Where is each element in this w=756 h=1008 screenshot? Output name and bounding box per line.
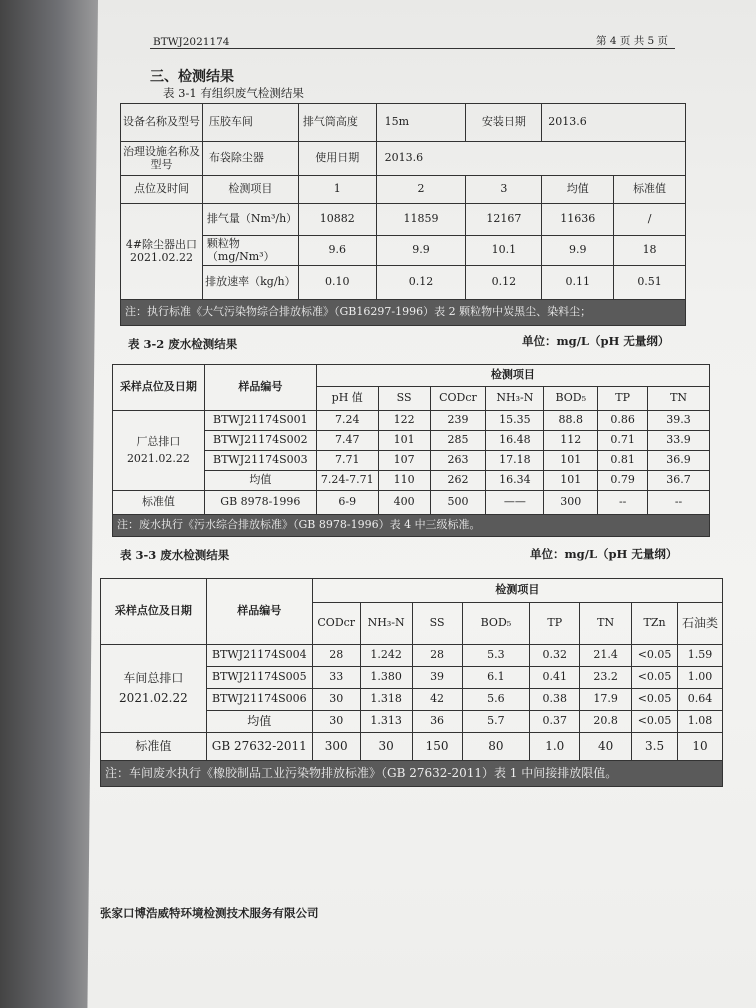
table-cell: 7.24 bbox=[316, 411, 378, 431]
table-note-row bbox=[101, 761, 723, 787]
table-cell: 治理设施名称及型号 bbox=[121, 142, 203, 176]
table-cell: 5.3 bbox=[462, 645, 530, 667]
table-3-1-caption: 表 3-1 有组织废气检测结果 bbox=[163, 86, 304, 100]
table-3-2 bbox=[112, 364, 710, 537]
table-cell: 101 bbox=[378, 431, 430, 451]
sampling-date: 2021.02.22 bbox=[126, 451, 190, 465]
table-cell: 1.0 bbox=[530, 733, 580, 761]
table-cell: 262 bbox=[430, 471, 486, 491]
table-cell: 7.71 bbox=[316, 451, 378, 471]
table-cell: 239 bbox=[430, 411, 486, 431]
point-and-date bbox=[121, 204, 203, 300]
header-point: 采样点位及日期 bbox=[113, 365, 205, 411]
table-note: 注：车间废水执行《橡胶制品工业污染物排放标准》（GB 27632-2011）表 1 中间接排放限值。 bbox=[101, 761, 723, 787]
table-note-row bbox=[121, 300, 686, 326]
table-cell: 33 bbox=[312, 667, 360, 689]
table-cell: 9.6 bbox=[298, 236, 376, 266]
table-cell: 设备名称及型号 bbox=[121, 104, 203, 142]
table-cell: 2 bbox=[376, 176, 466, 204]
table-cell: 检测项目 bbox=[202, 176, 298, 204]
table-cell: 1.380 bbox=[360, 667, 412, 689]
table-cell: -- bbox=[598, 491, 648, 515]
table-cell: 0.71 bbox=[598, 431, 648, 451]
table-note-row bbox=[113, 515, 710, 537]
table-cell: 39 bbox=[412, 667, 462, 689]
table-cell: 16.34 bbox=[486, 471, 544, 491]
table-cell: 30 bbox=[360, 733, 412, 761]
point-and-date bbox=[101, 645, 207, 733]
table-cell: 7.47 bbox=[316, 431, 378, 451]
column-header: BOD₅ bbox=[462, 603, 530, 645]
table-row bbox=[121, 176, 686, 204]
table-cell: —— bbox=[486, 491, 544, 515]
table-cell: 1.08 bbox=[678, 711, 723, 733]
column-header: NH₃-N bbox=[360, 603, 412, 645]
table-cell: 36.9 bbox=[648, 451, 710, 471]
table-cell: 使用日期 bbox=[298, 142, 376, 176]
table-cell: 88.8 bbox=[544, 411, 598, 431]
report-number: BTWJ2021174 bbox=[153, 36, 230, 48]
table-cell: 标准值 bbox=[113, 491, 205, 515]
table-cell: 10882 bbox=[298, 204, 376, 236]
table-cell: 2013.6 bbox=[376, 142, 685, 176]
table-cell: 1 bbox=[298, 176, 376, 204]
table-cell: 110 bbox=[378, 471, 430, 491]
table-cell: BTWJ21174S003 bbox=[204, 451, 316, 471]
table-row bbox=[121, 204, 686, 236]
table-cell: 112 bbox=[544, 431, 598, 451]
table-cell: 20.8 bbox=[580, 711, 632, 733]
table-cell: 500 bbox=[430, 491, 486, 515]
sampling-point: 4#除尘器出口 bbox=[125, 237, 198, 251]
column-header: TP bbox=[530, 603, 580, 645]
column-header: CODcr bbox=[430, 387, 486, 411]
column-header: BOD₅ bbox=[544, 387, 598, 411]
table-cell: 3.5 bbox=[632, 733, 678, 761]
table-row bbox=[113, 411, 710, 431]
table-cell: <0.05 bbox=[632, 645, 678, 667]
table-cell: 150 bbox=[412, 733, 462, 761]
table-cell: 2013.6 bbox=[542, 104, 686, 142]
table-cell: 15.35 bbox=[486, 411, 544, 431]
table-cell: 标准值 bbox=[101, 733, 207, 761]
table-cell: 0.38 bbox=[530, 689, 580, 711]
table-cell: 3 bbox=[466, 176, 542, 204]
column-header: pH 值 bbox=[316, 387, 378, 411]
sampling-date: 2021.02.22 bbox=[129, 250, 193, 264]
table-cell: GB 8978-1996 bbox=[204, 491, 316, 515]
table-cell: 30 bbox=[312, 689, 360, 711]
table-cell: 122 bbox=[378, 411, 430, 431]
table-cell: 均值 bbox=[204, 471, 316, 491]
table-cell: 10.1 bbox=[466, 236, 542, 266]
table-cell: 0.81 bbox=[598, 451, 648, 471]
table-3-2-caption: 表 3-2 废水检测结果 bbox=[128, 337, 238, 351]
table-3-2-unit: 单位：mg/L（pH 无量纲） bbox=[522, 334, 670, 348]
column-header: CODcr bbox=[312, 603, 360, 645]
sampling-point: 车间总排口 bbox=[123, 670, 184, 685]
sampling-point: 厂总排口 bbox=[136, 434, 181, 448]
table-cell: -- bbox=[648, 491, 710, 515]
table-cell: <0.05 bbox=[632, 711, 678, 733]
column-header: TN bbox=[648, 387, 710, 411]
table-cell: 0.32 bbox=[530, 645, 580, 667]
table-row bbox=[121, 236, 686, 266]
table-cell: 布袋除尘器 bbox=[202, 142, 298, 176]
table-3-3-unit: 单位：mg/L（pH 无量纲） bbox=[530, 547, 678, 561]
column-header: SS bbox=[378, 387, 430, 411]
table-cell: <0.05 bbox=[632, 689, 678, 711]
table-cell: 40 bbox=[580, 733, 632, 761]
header-sample: 样品编号 bbox=[206, 579, 312, 645]
table-row bbox=[101, 579, 723, 603]
section-title: 三、检测结果 bbox=[150, 69, 234, 85]
table-cell: 1.59 bbox=[678, 645, 723, 667]
table-cell: 300 bbox=[544, 491, 598, 515]
table-cell: 0.41 bbox=[530, 667, 580, 689]
column-header: SS bbox=[412, 603, 462, 645]
table-cell: BTWJ21174S005 bbox=[206, 667, 312, 689]
table-cell: 6.1 bbox=[462, 667, 530, 689]
table-3-3-caption: 表 3-3 废水检测结果 bbox=[120, 548, 230, 562]
table-cell: 42 bbox=[412, 689, 462, 711]
table-row bbox=[121, 142, 686, 176]
table-cell: 0.12 bbox=[376, 266, 466, 300]
table-cell: 颗粒物（mg/Nm³） bbox=[202, 236, 298, 266]
table-cell: 36 bbox=[412, 711, 462, 733]
table-cell: 80 bbox=[462, 733, 530, 761]
table-cell: 排气量（Nm³/h） bbox=[202, 204, 298, 236]
table-cell: 0.12 bbox=[466, 266, 542, 300]
table-cell: 285 bbox=[430, 431, 486, 451]
table-cell: 0.51 bbox=[614, 266, 686, 300]
table-row bbox=[101, 645, 723, 667]
column-header: TN bbox=[580, 603, 632, 645]
table-cell: 0.37 bbox=[530, 711, 580, 733]
table-row bbox=[113, 365, 710, 387]
table-cell: 0.64 bbox=[678, 689, 723, 711]
table-cell: 压胶车间 bbox=[202, 104, 298, 142]
table-cell: BTWJ21174S006 bbox=[206, 689, 312, 711]
table-cell: 17.18 bbox=[486, 451, 544, 471]
table-cell: 5.7 bbox=[462, 711, 530, 733]
standard-row bbox=[113, 491, 710, 515]
column-header: TP bbox=[598, 387, 648, 411]
table-cell: 均值 bbox=[542, 176, 614, 204]
table-cell: 0.86 bbox=[598, 411, 648, 431]
table-cell: BTWJ21174S002 bbox=[204, 431, 316, 451]
table-cell: 23.2 bbox=[580, 667, 632, 689]
header-items: 检测项目 bbox=[316, 365, 709, 387]
table-cell: 6-9 bbox=[316, 491, 378, 515]
header-sample: 样品编号 bbox=[204, 365, 316, 411]
table-cell: 均值 bbox=[206, 711, 312, 733]
table-cell: 39.3 bbox=[648, 411, 710, 431]
table-cell: 排气筒高度 bbox=[298, 104, 376, 142]
table-cell: 9.9 bbox=[542, 236, 614, 266]
table-cell: 10 bbox=[678, 733, 723, 761]
table-cell: 5.6 bbox=[462, 689, 530, 711]
table-note: 注：执行标准《大气污染物综合排放标准》（GB16297-1996）表 2 颗粒物中炭黑尘、染料尘； bbox=[121, 300, 686, 326]
desk-shadow bbox=[0, 0, 98, 1008]
table-cell: BTWJ21174S001 bbox=[204, 411, 316, 431]
table-row bbox=[121, 104, 686, 142]
page-number: 第 4 页 共 5 页 bbox=[596, 35, 669, 47]
table-cell: <0.05 bbox=[632, 667, 678, 689]
table-row bbox=[121, 266, 686, 300]
table-cell: 11636 bbox=[542, 204, 614, 236]
table-note: 注：废水执行《污水综合排放标准》（GB 8978-1996）表 4 中三级标准。 bbox=[113, 515, 710, 537]
table-cell: 11859 bbox=[376, 204, 466, 236]
table-cell: 15m bbox=[376, 104, 466, 142]
table-cell: 7.24-7.71 bbox=[316, 471, 378, 491]
table-cell: 9.9 bbox=[376, 236, 466, 266]
sampling-date: 2021.02.22 bbox=[119, 690, 188, 705]
column-header: 石油类 bbox=[678, 603, 723, 645]
table-cell: 101 bbox=[544, 451, 598, 471]
table-cell: 17.9 bbox=[580, 689, 632, 711]
table-cell: 点位及时间 bbox=[121, 176, 203, 204]
table-cell: 33.9 bbox=[648, 431, 710, 451]
table-cell: 16.48 bbox=[486, 431, 544, 451]
table-3-3 bbox=[100, 578, 723, 787]
table-cell: 1.242 bbox=[360, 645, 412, 667]
table-cell: 0.11 bbox=[542, 266, 614, 300]
table-cell: BTWJ21174S004 bbox=[206, 645, 312, 667]
table-cell: 标准值 bbox=[614, 176, 686, 204]
header-rule bbox=[150, 48, 675, 49]
table-cell: 0.10 bbox=[298, 266, 376, 300]
table-cell: 101 bbox=[544, 471, 598, 491]
table-cell: 28 bbox=[412, 645, 462, 667]
table-cell: 排放速率（kg/h） bbox=[202, 266, 298, 300]
table-cell: 107 bbox=[378, 451, 430, 471]
table-cell: 1.313 bbox=[360, 711, 412, 733]
column-header: TZn bbox=[632, 603, 678, 645]
standard-row bbox=[101, 733, 723, 761]
table-cell: 0.79 bbox=[598, 471, 648, 491]
table-cell: 300 bbox=[312, 733, 360, 761]
company-footer: 张家口博浩威特环境检测技术服务有限公司 bbox=[100, 906, 319, 920]
column-header: NH₃-N bbox=[486, 387, 544, 411]
table-cell: 1.318 bbox=[360, 689, 412, 711]
table-cell: 1.00 bbox=[678, 667, 723, 689]
table-cell: 21.4 bbox=[580, 645, 632, 667]
header-items: 检测项目 bbox=[312, 579, 722, 603]
table-cell: 18 bbox=[614, 236, 686, 266]
table-cell: 36.7 bbox=[648, 471, 710, 491]
header-point: 采样点位及日期 bbox=[101, 579, 207, 645]
table-cell: 12167 bbox=[466, 204, 542, 236]
table-cell: 28 bbox=[312, 645, 360, 667]
table-cell: 安装日期 bbox=[466, 104, 542, 142]
table-cell: GB 27632-2011 bbox=[206, 733, 312, 761]
table-cell: 400 bbox=[378, 491, 430, 515]
table-3-1 bbox=[120, 103, 686, 326]
point-and-date bbox=[113, 411, 205, 491]
table-cell: / bbox=[614, 204, 686, 236]
table-cell: 263 bbox=[430, 451, 486, 471]
table-cell: 30 bbox=[312, 711, 360, 733]
